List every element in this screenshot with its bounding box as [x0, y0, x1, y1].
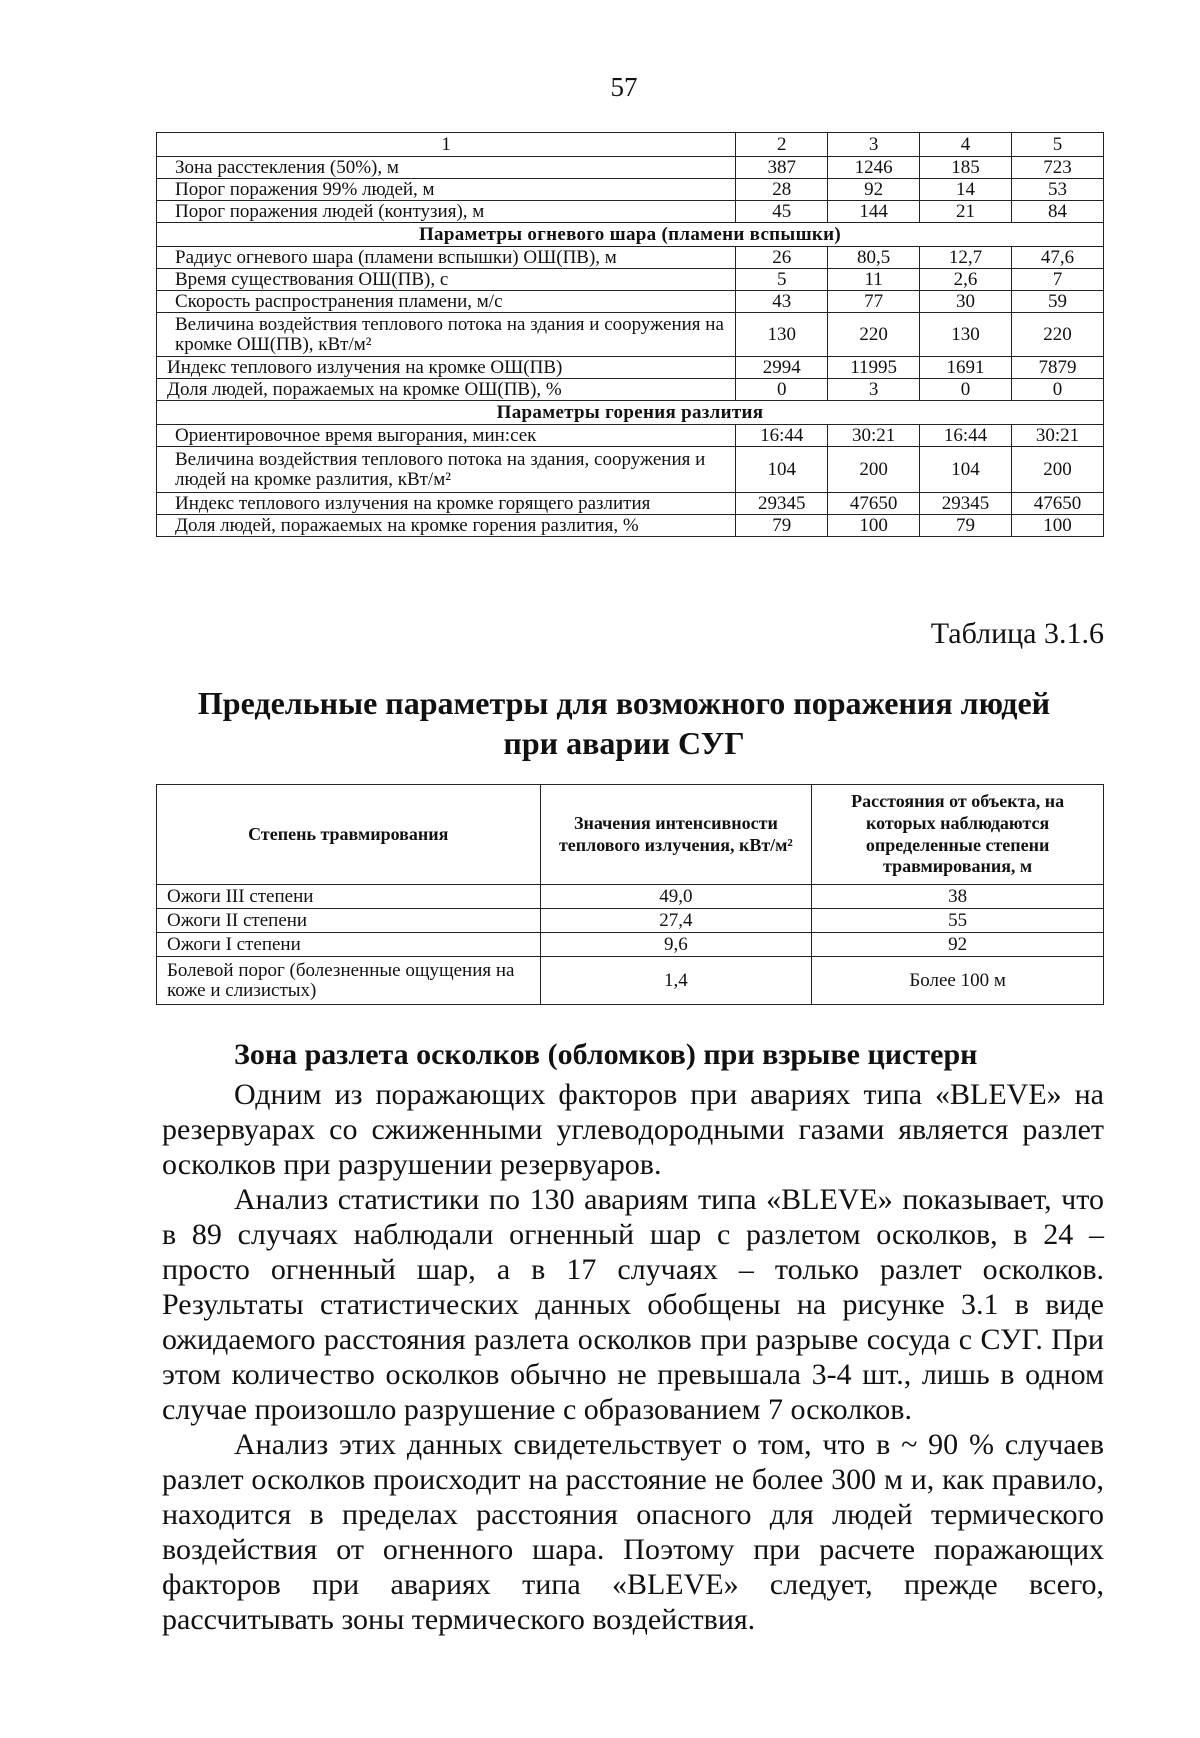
cell: 47,6 [1012, 247, 1104, 269]
column-header: Значения интенсивности теплового излучения, кВт/м² [540, 785, 812, 885]
row-label: Ожоги III степени [157, 885, 541, 909]
row-label: Величина воздействия теплового потока на здания, сооружения и людей на кромке разлития, кВт/м² [157, 447, 736, 493]
paragraph: Анализ этих данных свидетельствует о том, что в ~ 90 % случаев разлет осколков происходит на расстояние не более 300 м и, как правило, находится в пределах расстояния опасного для людей термического воздействия от огненного шара. Поэтому при расчете поражающих факторов при авариях типа «BLEVE» следует, прежде всего, рассчитывать зоны термического воздействия. [162, 1428, 1104, 1636]
row-label: Ожоги II степени [157, 909, 541, 933]
cell: 29345 [920, 493, 1012, 515]
table-row [157, 313, 1104, 357]
cell: 11 [828, 269, 920, 291]
column-header: 2 [736, 133, 828, 157]
cell: 21 [920, 201, 1012, 223]
table-label: Таблица 3.1.6 [930, 617, 1104, 650]
cell: 47650 [1012, 493, 1104, 515]
row-label: Порог поражения людей (контузия), м [157, 201, 736, 223]
cell: 5 [736, 269, 828, 291]
cell: 723 [1012, 157, 1104, 179]
page-number: 57 [610, 72, 638, 102]
cell: 27,4 [540, 909, 812, 933]
section-row [157, 223, 1104, 247]
table-row [157, 157, 1104, 179]
cell: 7 [1012, 269, 1104, 291]
row-label: Зона расстекления (50%), м [157, 157, 736, 179]
table-row [157, 909, 1104, 933]
cell: 11995 [828, 357, 920, 379]
table-title-line-1: Предельные параметры для возможного поражения людей [197, 685, 1051, 721]
row-label: Ожоги I степени [157, 933, 541, 957]
table-row [157, 201, 1104, 223]
cell: 387 [736, 157, 828, 179]
cell: 2,6 [920, 269, 1012, 291]
table-row [157, 957, 1104, 1005]
row-label: Величина воздействия теплового потока на здания и сооружения на кромке ОШ(ПВ), кВт/м² [157, 313, 736, 357]
row-label: Радиус огневого шара (пламени вспышки) ОШ(ПВ), м [157, 247, 736, 269]
cell: 2994 [736, 357, 828, 379]
cell: 1,4 [540, 957, 812, 1005]
table-row [157, 247, 1104, 269]
cell: 79 [736, 515, 828, 537]
cell: 130 [920, 313, 1012, 357]
table-row [157, 269, 1104, 291]
row-label: Доля людей, поражаемых на кромке ОШ(ПВ), % [157, 379, 736, 401]
cell: 200 [1012, 447, 1104, 493]
cell: 0 [1012, 379, 1104, 401]
table-row [157, 447, 1104, 493]
cell: 0 [920, 379, 1012, 401]
table-row [157, 379, 1104, 401]
cell: 28 [736, 179, 828, 201]
cell: 84 [1012, 201, 1104, 223]
cell: 79 [920, 515, 1012, 537]
cell: Более 100 м [812, 957, 1104, 1005]
paragraph: Одним из поражающих факторов при авариях типа «BLEVE» на резервуарах со сжиженными углеводородными газами является разлет осколков при разрушении резервуаров. [162, 1078, 1104, 1181]
cell: 55 [812, 909, 1104, 933]
cell: 14 [920, 179, 1012, 201]
cell: 9,6 [540, 933, 812, 957]
cell: 3 [828, 379, 920, 401]
injury-thresholds-table [156, 784, 1104, 1005]
table-row [157, 425, 1104, 447]
cell: 130 [736, 313, 828, 357]
cell: 220 [1012, 313, 1104, 357]
cell: 59 [1012, 291, 1104, 313]
cell: 80,5 [828, 247, 920, 269]
cell: 144 [828, 201, 920, 223]
cell: 16:44 [736, 425, 828, 447]
cell: 100 [828, 515, 920, 537]
column-header: Степень травмирования [157, 785, 541, 885]
table-row [157, 515, 1104, 537]
row-label: Порог поражения 99% людей, м [157, 179, 736, 201]
row-label: Индекс теплового излучения на кромке ОШ(ПВ) [157, 357, 736, 379]
table-row [157, 885, 1104, 909]
section-heading: Зона разлета осколков (обломков) при взрыве цистерн [234, 1038, 978, 1071]
cell: 1246 [828, 157, 920, 179]
row-label: Скорость распространения пламени, м/с [157, 291, 736, 313]
row-label: Болевой порог (болезненные ощущения на коже и слизистых) [157, 957, 541, 1005]
cell: 100 [1012, 515, 1104, 537]
table-title-line-2: при аварии СУГ [503, 725, 745, 761]
table-row [157, 933, 1104, 957]
cell: 12,7 [920, 247, 1012, 269]
cell: 104 [920, 447, 1012, 493]
table-header-row [157, 785, 1104, 885]
cell: 49,0 [540, 885, 812, 909]
section-title-fireball: Параметры огневого шара (пламени вспышки) [157, 223, 1104, 247]
cell: 26 [736, 247, 828, 269]
table-row [157, 493, 1104, 515]
cell: 38 [812, 885, 1104, 909]
cell: 220 [828, 313, 920, 357]
cell: 185 [920, 157, 1012, 179]
cell: 53 [1012, 179, 1104, 201]
cell: 200 [828, 447, 920, 493]
cell: 0 [736, 379, 828, 401]
cell: 1691 [920, 357, 1012, 379]
section-title-spill: Параметры горения разлития [157, 401, 1104, 425]
body-text [162, 1077, 1104, 1637]
accident-parameters-table [156, 132, 1104, 537]
cell: 92 [812, 933, 1104, 957]
cell: 29345 [736, 493, 828, 515]
column-header: 4 [920, 133, 1012, 157]
column-header: 3 [828, 133, 920, 157]
cell: 47650 [828, 493, 920, 515]
row-label: Индекс теплового излучения на кромке горящего разлития [157, 493, 736, 515]
table-row [157, 357, 1104, 379]
cell: 30:21 [828, 425, 920, 447]
cell: 30 [920, 291, 1012, 313]
column-header: 5 [1012, 133, 1104, 157]
table-title [0, 683, 1200, 763]
cell: 104 [736, 447, 828, 493]
cell: 45 [736, 201, 828, 223]
row-label: Время существования ОШ(ПВ), с [157, 269, 736, 291]
table-row [157, 291, 1104, 313]
cell: 92 [828, 179, 920, 201]
row-label: Доля людей, поражаемых на кромке горения разлития, % [157, 515, 736, 537]
column-header: Расстояния от объекта, на которых наблюдаются определенные степени травмирования, м [812, 785, 1104, 885]
cell: 7879 [1012, 357, 1104, 379]
cell: 30:21 [1012, 425, 1104, 447]
section-row [157, 401, 1104, 425]
table-row [157, 179, 1104, 201]
paragraph: Анализ статистики по 130 авариям типа «BLEVE» показывает, что в 89 случаях наблюдали огненный шар с разлетом осколков, в 24 – просто огненный шар, а в 17 случаях – только разлет осколков. Результаты статистических данных обобщены на рисунке 3.1 в виде ожидаемого расстояния разлета осколков при разрыве сосуда с СУГ. При этом количество осколков обычно не превышала 3-4 шт., лишь в одном случае произошло разрушение с образованием 7 осколков. [162, 1183, 1104, 1426]
row-label: Ориентировочное время выгорания, мин:сек [157, 425, 736, 447]
cell: 16:44 [920, 425, 1012, 447]
table-header-row [157, 133, 1104, 157]
cell: 77 [828, 291, 920, 313]
cell: 43 [736, 291, 828, 313]
column-header: 1 [157, 133, 736, 157]
